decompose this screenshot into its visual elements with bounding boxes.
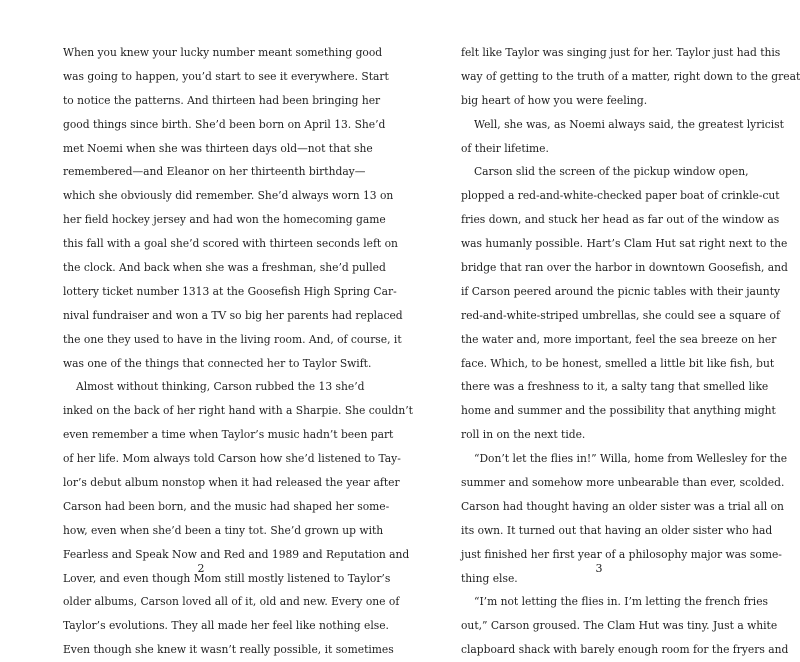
text-line: Carson had thought having an older sister was a trial all on <box>461 499 784 513</box>
text-line: the clock. And back when she was a freshman, she’d pulled <box>63 261 386 275</box>
text-line: Carson slid the screen of the pickup window open, <box>474 165 749 179</box>
text-line: even remember a time when Taylor’s music hadn’t been part <box>63 428 394 442</box>
text-line: clapboard shack with barely enough room for the fryers and <box>461 643 789 657</box>
text-line: this fall with a goal she’d scored with thirteen seconds left on <box>63 237 398 251</box>
text-line: plopped a red-and-white-checked paper boat of crinkle-cut <box>461 189 780 203</box>
text-line: face. Which, to be honest, smelled a little bit like fish, but <box>461 356 775 370</box>
text-line: was going to happen, you’d start to see it everywhere. Start <box>63 69 389 83</box>
text-line: the water and, more important, feel the sea breeze on her <box>461 332 777 346</box>
text-line: felt like Taylor was singing just for her. Taylor just had this <box>461 46 781 59</box>
text-line: way of getting to the truth of a matter, right down to the great <box>461 69 800 83</box>
text-line: bridge that ran over the harbor in downtown Goosefish, and <box>461 261 788 275</box>
text-line: to notice the patterns. And thirteen had been bringing her <box>63 93 381 107</box>
text-line: if Carson peered around the picnic tables with their jaunty <box>461 284 781 298</box>
text-line: summer and somehow more unbearable than ever, scolded. <box>461 476 785 490</box>
right-page-number: 3 <box>595 562 603 575</box>
text-line: lottery ticket number 1313 at the Goosefish High Spring Car- <box>63 284 397 298</box>
text-line: out,” Carson groused. The Clam Hut was tiny. Just a white <box>461 619 778 633</box>
text-line: Carson had been born, and the music had shaped her some- <box>63 499 390 513</box>
text-line: thing else. <box>461 571 518 585</box>
text-line: lor’s debut album nonstop when it had released the year after <box>63 476 400 490</box>
text-line: big heart of how you were feeling. <box>461 93 648 107</box>
text-line: When you knew your lucky number meant something good <box>63 46 383 59</box>
text-line: its own. It turned out that having an older sister who had <box>461 523 773 537</box>
text-line: inked on the back of her right hand with a Sharpie. She couldn’t <box>63 404 413 418</box>
text-line: “Don’t let the flies in!” Willa, home from Wellesley for the <box>474 452 788 466</box>
text-line: just finished her first year of a philosophy major was some- <box>461 547 782 561</box>
text-line: of her life. Mom always told Carson how she’d listened to Tay- <box>63 452 401 466</box>
text-line: remembered—and Eleanor on her thirteenth birthday— <box>63 165 366 179</box>
text-line: “I’m not letting the flies in. I’m letting the french fries <box>474 595 769 609</box>
text-line: there was a freshness to it, a salty tang that smelled like <box>461 380 769 394</box>
text-line: home and summer and the possibility that anything might <box>461 404 776 418</box>
text-line: the one they used to have in the living room. And, of course, it <box>63 332 402 346</box>
text-line: Even though she knew it wasn’t really possible, it sometimes <box>63 643 394 657</box>
text-line: met Noemi when she was thirteen days old—not that she <box>63 141 373 155</box>
text-line: how, even when she’d been a tiny tot. She’d grown up with <box>63 523 384 537</box>
text-line: her field hockey jersey and had won the homecoming game <box>63 213 386 227</box>
text-line: older albums, Carson loved all of it, old and new. Every one of <box>63 595 400 609</box>
text-line: fries down, and stuck her head as far out of the window as <box>461 213 780 227</box>
text-line: Lover, and even though Mom still mostly listened to Taylor’s <box>63 571 391 585</box>
text-line: of their lifetime. <box>461 141 549 155</box>
text-line: Well, she was, as Noemi always said, the greatest lyricist <box>474 117 784 131</box>
text-line: roll in on the next tide. <box>461 428 586 442</box>
text-line: Fearless and Speak Now and Red and 1989 and Reputation and <box>63 547 410 561</box>
text-line: red-and-white-striped umbrellas, she could see a square of <box>461 308 780 322</box>
text-line: Taylor’s evolutions. They all made her feel like nothing else. <box>63 619 389 633</box>
text-line: Almost without thinking, Carson rubbed the 13 she’d <box>76 380 365 394</box>
text-line: good things since birth. She’d been born on April 13. She’d <box>63 117 386 131</box>
text-line: nival fundraiser and won a TV so big her parents had replaced <box>63 308 403 322</box>
text-line: which she obviously did remember. She’d always worn 13 on <box>63 189 394 203</box>
text-line: was humanly possible. Hart’s Clam Hut sat right next to the <box>461 237 788 251</box>
left-page-number: 2 <box>197 562 205 575</box>
text-line: was one of the things that connected her to Taylor Swift. <box>63 356 372 370</box>
